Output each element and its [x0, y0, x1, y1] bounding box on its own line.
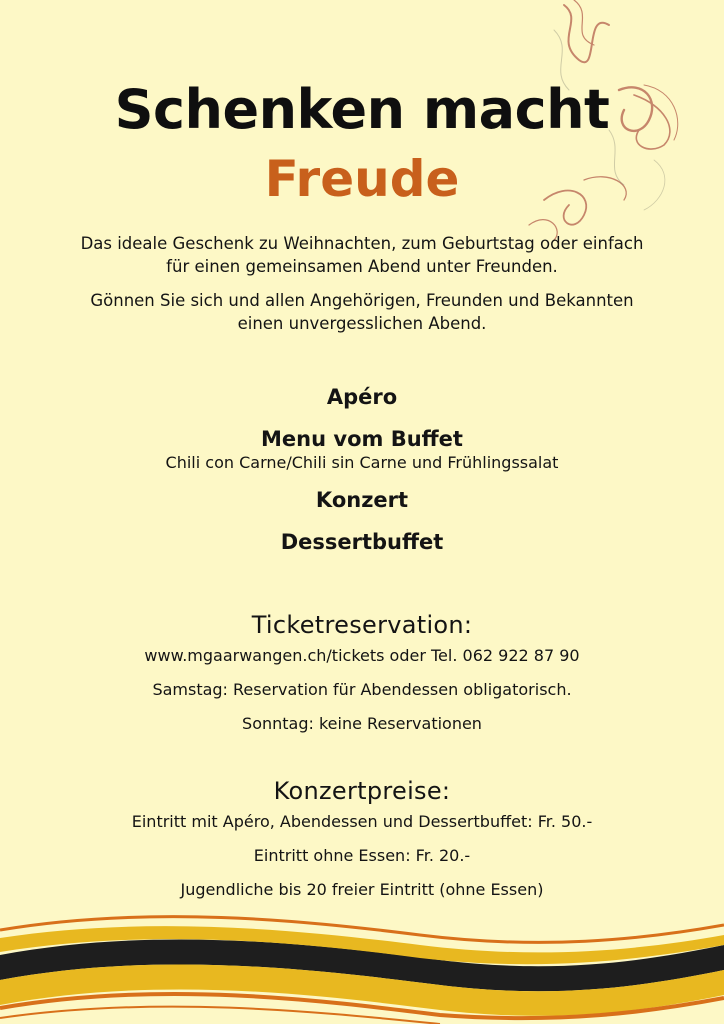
price-section: [0, 776, 724, 914]
ticket-contact[interactable]: www.mgaarwangen.ch/tickets oder Tel. 062 922 87 90: [144, 646, 580, 665]
intro-paragraph-1-line-1: Das ideale Geschenk zu Weihnachten, zum Geburtstag oder einfach: [80, 234, 644, 253]
flag-wave-ribbons: [0, 900, 724, 1024]
price-title: Konzertpreise:: [273, 777, 451, 805]
intro-text: [0, 232, 724, 346]
price-youth: Jugendliche bis 20 freier Eintritt (ohne Essen): [180, 880, 544, 899]
menu-apero: Apéro: [326, 385, 398, 409]
headline-line2: Freude: [264, 150, 460, 208]
intro-paragraph-2-line-1: Gönnen Sie sich und allen Angehörigen, Freunden und Bekannten: [90, 291, 634, 310]
intro-paragraph-2: [0, 289, 724, 335]
menu-konzert: Konzert: [315, 488, 409, 512]
menu-dessert: Dessertbuffet: [280, 530, 444, 554]
price-full: Eintritt mit Apéro, Abendessen und Dessertbuffet: Fr. 50.-: [131, 812, 593, 831]
headline-line1: Schenken macht: [114, 78, 610, 141]
ticket-saturday: Samstag: Reservation für Abendessen obligatorisch.: [152, 680, 572, 699]
ticket-section: [0, 610, 724, 748]
menu-buffet: Menu vom Buffet: [261, 427, 463, 451]
intro-paragraph-1: [0, 232, 724, 278]
intro-paragraph-2-line-2: einen unvergesslichen Abend.: [237, 314, 487, 333]
menu-buffet-detail: Chili con Carne/Chili sin Carne und Frühlingssalat: [165, 453, 559, 472]
intro-paragraph-1-line-2: für einen gemeinsamen Abend unter Freunden.: [166, 257, 558, 276]
ticket-title: Ticketreservation:: [251, 611, 473, 639]
ticket-sunday: Sonntag: keine Reservationen: [242, 714, 482, 733]
menu-section: [0, 382, 724, 557]
price-no-food: Eintritt ohne Essen: Fr. 20.-: [253, 846, 471, 865]
